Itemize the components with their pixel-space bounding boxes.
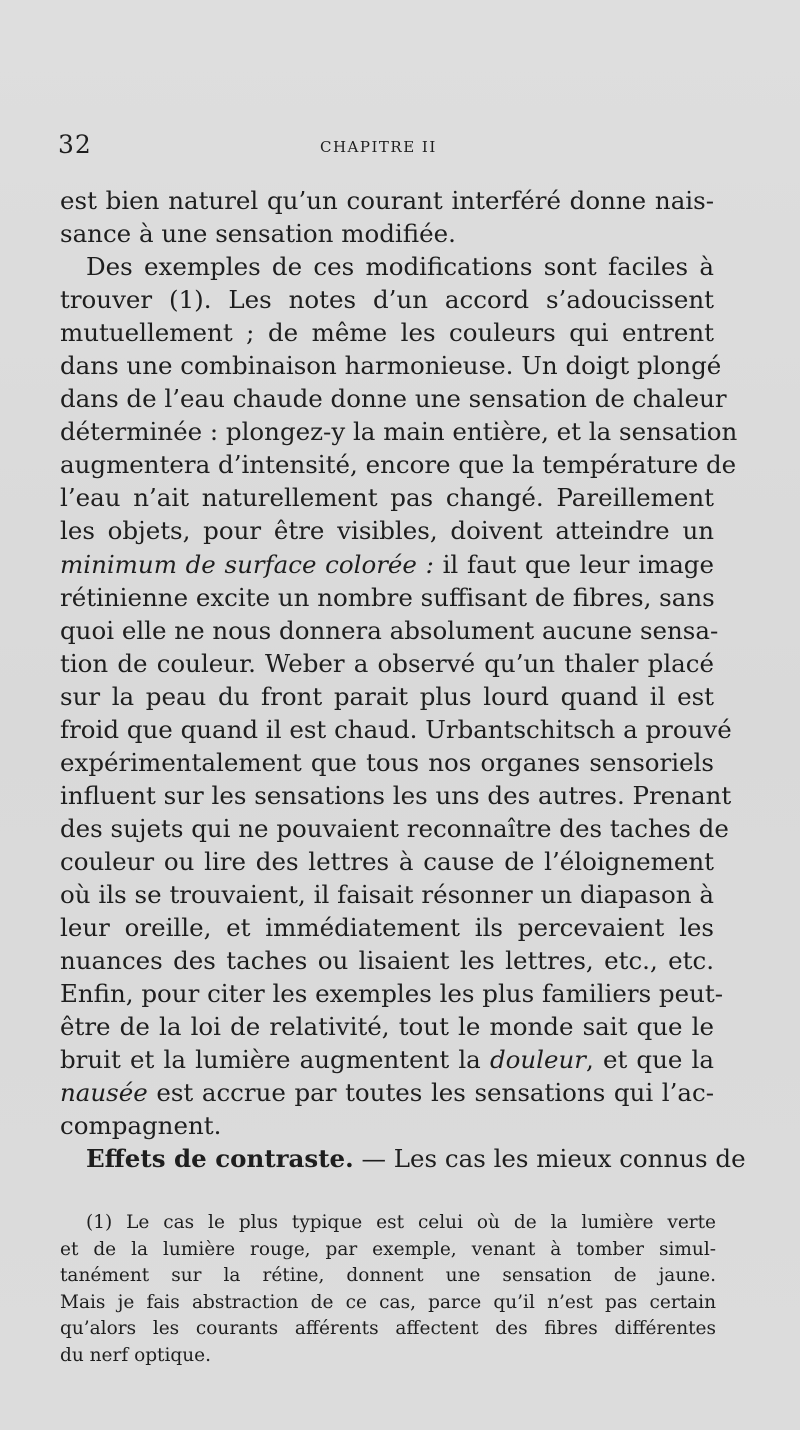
text-line: dans de l’eau chaude donne une sensation de chaleur xyxy=(60,384,727,414)
text-line: Des exemples de ces modifications sont faciles à xyxy=(86,252,714,282)
text-line: où ils se trouvaient, il faisait résonner un diapason à xyxy=(60,879,714,909)
text-line: tion de couleur. Weber a observé qu’un thaler placé xyxy=(60,648,714,678)
footnote-line: Mais je fais abstraction de ce cas, parce qu’il n’est pas certain xyxy=(60,1291,716,1313)
text-line: déterminée : plongez-y la main entière, et la sensation xyxy=(60,417,738,447)
footnote-line: qu’alors les courants afférents affectent des fibres différentes xyxy=(60,1318,716,1340)
text-line: sur la peau du front parait plus lourd quand il est xyxy=(60,681,714,711)
page-number: 32 xyxy=(58,130,92,159)
text-line: rétinienne excite un nombre suffisant de fibres, sans xyxy=(60,582,715,612)
text-line: compagnent. xyxy=(60,1111,222,1141)
text-line: mutuellement ; de même les couleurs qui entrent xyxy=(60,318,714,348)
footnote-line: du nerf optique. xyxy=(60,1344,211,1366)
text-line: sance à une sensation modifiée. xyxy=(60,219,456,249)
text-line: nuances des taches ou lisaient les lettres, etc., etc. xyxy=(60,946,714,976)
text-line: influent sur les sensations les uns des autres. Prenant xyxy=(60,780,732,810)
text-line: être de la loi de relativité, tout le monde sait que le xyxy=(60,1012,714,1042)
text-line: couleur ou lire des lettres à cause de l’éloignement xyxy=(60,846,714,876)
body-text xyxy=(60,184,746,1175)
text-line: Enfin, pour citer les exemples les plus familiers peut- xyxy=(60,979,724,1009)
text-line: augmentera d’intensité, encore que la température de xyxy=(60,450,737,480)
text-line: quoi elle ne nous donnera absolument aucune sensa- xyxy=(60,615,719,645)
text-line: trouver (1). Les notes d’un accord s’adoucissent xyxy=(60,285,714,315)
text-line: leur oreille, et immédiatement ils percevaient les xyxy=(60,913,714,943)
text-line: minimum de surface colorée : il faut que leur image xyxy=(60,549,714,579)
footnote xyxy=(60,1210,716,1370)
text-line: nausée est accrue par toutes les sensations qui l’ac- xyxy=(60,1078,714,1108)
text-line: dans une combinaison harmonieuse. Un doigt plongé xyxy=(60,351,722,381)
text-line: bruit et la lumière augmentent la douleur, et que la xyxy=(60,1045,714,1075)
footnote-line: (1) Le cas le plus typique est celui où de la lumière verte xyxy=(86,1212,716,1233)
running-head: CHAPITRE II xyxy=(320,138,437,156)
text-line: Effets de contraste. — Les cas les mieux connus de xyxy=(86,1144,746,1174)
text-line: l’eau n’ait naturellement pas changé. Pareillement xyxy=(60,483,714,513)
text-line: est bien naturel qu’un courant interféré donne nais- xyxy=(60,186,714,215)
text-line: froid que quand il est chaud. Urbantschitsch a prouvé xyxy=(60,714,732,744)
text-line: des sujets qui ne pouvaient reconnaître des taches de xyxy=(60,813,729,843)
footnote-line: tanément sur la rétine, donnent une sensation de jaune. xyxy=(60,1265,716,1287)
footnote-line: et de la lumière rouge, par exemple, venant à tomber simul- xyxy=(60,1238,716,1260)
text-line: les objets, pour être visibles, doivent atteindre un xyxy=(60,516,714,546)
text-line: expérimentalement que tous nos organes sensoriels xyxy=(60,747,714,777)
page-header xyxy=(58,130,718,164)
